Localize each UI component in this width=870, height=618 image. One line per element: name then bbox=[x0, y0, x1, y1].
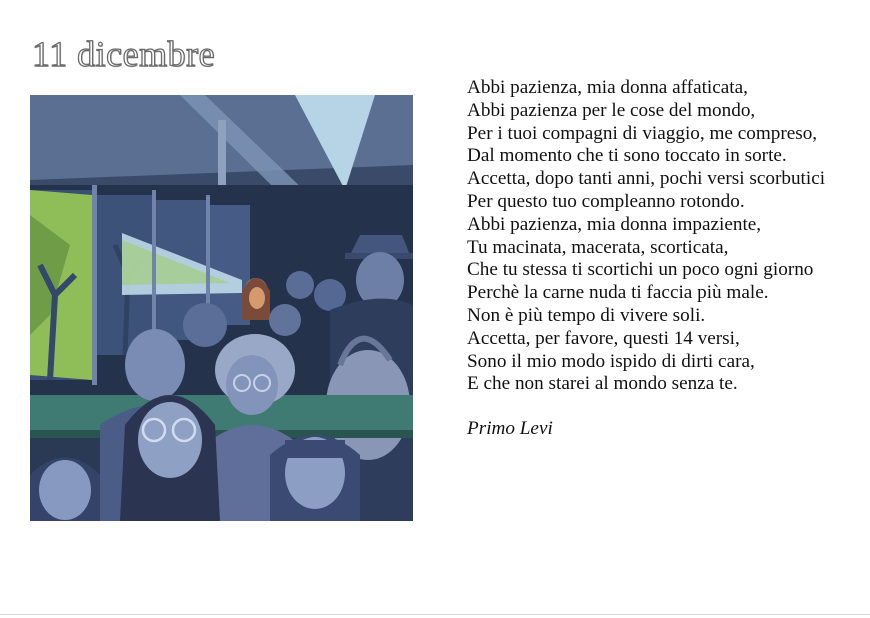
poem-line: Accetta, per favore, questi 14 versi, bbox=[467, 327, 740, 349]
bus-passengers-illustration bbox=[30, 95, 413, 521]
poem-line: Non è più tempo di vivere soli. bbox=[467, 304, 706, 326]
poem-text bbox=[467, 77, 834, 441]
poem-line: Dal momento che ti sono toccato in sorte. bbox=[467, 145, 787, 167]
page-title: 11 dicembre bbox=[32, 34, 216, 74]
bottom-divider bbox=[0, 614, 870, 615]
poem-line: E che non starei al mondo senza te. bbox=[467, 373, 738, 395]
poem-line: Accetta, dopo tanti anni, pochi versi scorbutici bbox=[467, 168, 826, 190]
poem-line: Che tu stessa ti scortichi un poco ogni giorno bbox=[467, 259, 814, 281]
poem-line: Abbi pazienza per le cose del mondo, bbox=[467, 99, 756, 121]
poem-line: Per questo tuo compleanno rotondo. bbox=[467, 190, 745, 212]
poem-line: Tu macinata, macerata, scorticata, bbox=[467, 236, 729, 258]
poem-line: Perchè la carne nuda ti faccia più male. bbox=[467, 282, 769, 304]
poem-line: Per i tuoi compagni di viaggio, me compreso, bbox=[467, 122, 818, 144]
poem-author: Primo Levi bbox=[467, 418, 553, 440]
poem-line: Abbi pazienza, mia donna affaticata, bbox=[467, 77, 748, 98]
poem-line: Sono il mio modo ispido di dirti cara, bbox=[467, 350, 755, 372]
poem-line: Abbi pazienza, mia donna impaziente, bbox=[467, 213, 762, 235]
